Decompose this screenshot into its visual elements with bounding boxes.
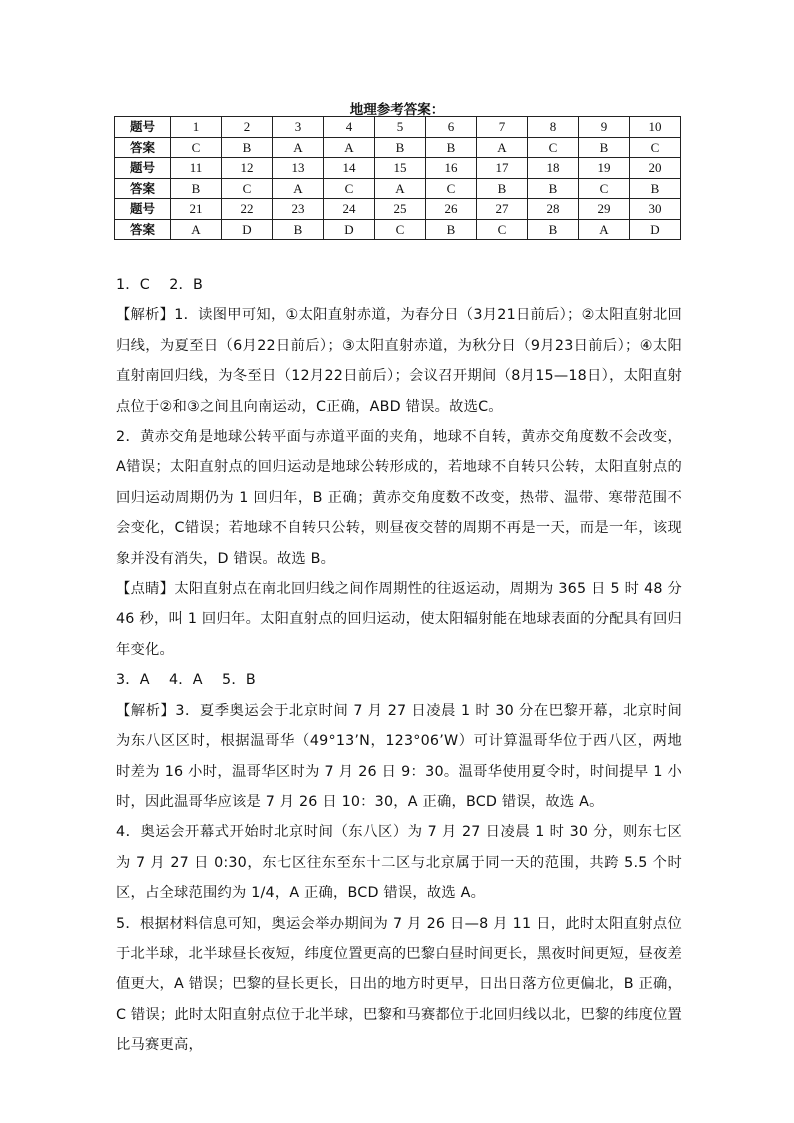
table-cell: A	[273, 137, 324, 158]
paragraph: 1．C 2．B	[116, 277, 204, 293]
table-cell: 3	[273, 117, 324, 138]
paragraph: 4．奥运会开幕式开始时北京时间（东八区）为 7 月 27 日凌晨 1 时 30 分，则东七区为 7 月 27 日 0:30，东七区往东至东十二区与北京属于同一天的范围，共跨 5.5 个时区，占全球范围约为 1/4，A 正确，BCD 错误，故选 A。	[116, 824, 682, 902]
table-cell: 27	[477, 199, 528, 220]
row-label: 题号	[115, 117, 171, 138]
table-cell: A	[324, 137, 375, 158]
table-cell: 28	[528, 199, 579, 220]
table-cell: B	[477, 178, 528, 199]
table-cell: B	[273, 219, 324, 240]
table-cell: B	[375, 137, 426, 158]
table-cell: 1	[171, 117, 222, 138]
table-cell: 20	[630, 158, 681, 179]
table-row	[115, 219, 681, 240]
table-row	[115, 199, 681, 220]
table-cell: A	[171, 219, 222, 240]
table-cell: C	[579, 178, 630, 199]
table-cell: C	[324, 178, 375, 199]
table-cell: 24	[324, 199, 375, 220]
paragraph: 【解析】3．夏季奥运会于北京时间 7 月 27 日凌晨 1 时 30 分在巴黎开幕，北京时间为东八区区时，根据温哥华（49°13’N，123°06’W）可计算温哥华位于西八区，两地时差为 16 小时，温哥华区时为 7 月 26 日 9：30。温哥华使用夏令时，时间提早 1 小时，因此温哥华应该是 7 月 26 日 10：30，A 正确，BCD 错误，故选 A。	[116, 702, 682, 810]
answer-table-body	[115, 117, 681, 240]
table-cell: B	[426, 137, 477, 158]
table-cell: A	[273, 178, 324, 199]
table-cell: D	[222, 219, 273, 240]
table-row	[115, 178, 681, 199]
table-cell: D	[630, 219, 681, 240]
table-cell: 10	[630, 117, 681, 138]
table-cell: B	[222, 137, 273, 158]
table-cell: 8	[528, 117, 579, 138]
table-cell: 22	[222, 199, 273, 220]
table-cell: 19	[579, 158, 630, 179]
table-cell: C	[426, 178, 477, 199]
table-row	[115, 137, 681, 158]
table-cell: A	[579, 219, 630, 240]
table-cell: A	[375, 178, 426, 199]
table-cell: B	[528, 178, 579, 199]
table-row	[115, 158, 681, 179]
explanation-text	[116, 270, 682, 1061]
paragraph: 5．根据材料信息可知，奥运会举办期间为 7 月 26 日—8 月 11 日，此时太阳直射点位于北半球，北半球昼长夜短，纬度位置更高的巴黎白昼时间更长，黑夜时间更短，昼夜差值更大，A 错误；巴黎的昼长更长，日出的地方时更早，日出日落方位更偏北，B 正确，C 错误；此时太阳直射点位于北半球，巴黎和马赛都位于北回归线以北，巴黎的纬度位置比马赛更高，	[116, 915, 682, 1054]
table-cell: B	[426, 219, 477, 240]
table-cell: 15	[375, 158, 426, 179]
paragraph: 【解析】1．读图甲可知，①太阳直射赤道，为春分日（3月21日前后）；②太阳直射北回归线，为夏至日（6月22日前后）；③太阳直射赤道，为秋分日（9月23日前后）；④太阳直射南回归线，为冬至日（12月22日前后）；会议召开期间（8月15—18日），太阳直射点位于②和③之间且向南运动，C正确，ABD 错误。故选C。	[116, 307, 682, 415]
table-cell: C	[171, 137, 222, 158]
table-cell: 5	[375, 117, 426, 138]
table-cell: C	[528, 137, 579, 158]
table-cell: 7	[477, 117, 528, 138]
table-cell: 30	[630, 199, 681, 220]
table-cell: 17	[477, 158, 528, 179]
table-cell: 6	[426, 117, 477, 138]
table-cell: 16	[426, 158, 477, 179]
row-label: 题号	[115, 158, 171, 179]
table-cell: 14	[324, 158, 375, 179]
table-cell: 2	[222, 117, 273, 138]
row-label: 答案	[115, 137, 171, 158]
table-cell: 29	[579, 199, 630, 220]
paragraph: 2．黄赤交角是地球公转平面与赤道平面的夹角，地球不自转，黄赤交角度数不会改变，A错误；太阳直射点的回归运动是地球公转形成的，若地球不自转只公转，太阳直射点的回归运动周期仍为 1 回归年，B 正确；黄赤交角度数不改变，热带、温带、寒带范围不会变化，C错误；若地球不自转只公转，则昼夜交替的周期不再是一天，而是一年，该现象并没有消失，D 错误。故选 B。	[116, 429, 682, 567]
row-label: 答案	[115, 219, 171, 240]
table-cell: 4	[324, 117, 375, 138]
table-cell: 26	[426, 199, 477, 220]
row-label: 题号	[115, 199, 171, 220]
table-cell: B	[630, 178, 681, 199]
table-cell: 25	[375, 199, 426, 220]
table-cell: 18	[528, 158, 579, 179]
answer-table	[114, 116, 681, 240]
table-cell: C	[375, 219, 426, 240]
table-cell: A	[477, 137, 528, 158]
table-cell: 12	[222, 158, 273, 179]
table-cell: B	[171, 178, 222, 199]
table-cell: C	[477, 219, 528, 240]
table-cell: 13	[273, 158, 324, 179]
paragraph: 3．A 4．A 5．B	[116, 672, 256, 689]
table-cell: C	[222, 178, 273, 199]
table-cell: B	[528, 219, 579, 240]
table-cell: B	[579, 137, 630, 158]
table-cell: 23	[273, 199, 324, 220]
table-cell: C	[630, 137, 681, 158]
row-label: 答案	[115, 178, 171, 199]
table-cell: 21	[171, 199, 222, 220]
paragraph: 【点睛】太阳直射点在南北回归线之间作周期性的往返运动，周期为 365 日 5 时 48 分 46 秒，叫 1 回归年。太阳直射点的回归运动，使太阳辐射能在地球表面的分配具有回归年变化。	[116, 581, 682, 658]
table-cell: 9	[579, 117, 630, 138]
table-cell: D	[324, 219, 375, 240]
page-title: 地理参考答案：	[349, 102, 445, 118]
table-row	[115, 117, 681, 138]
table-cell: 11	[171, 158, 222, 179]
